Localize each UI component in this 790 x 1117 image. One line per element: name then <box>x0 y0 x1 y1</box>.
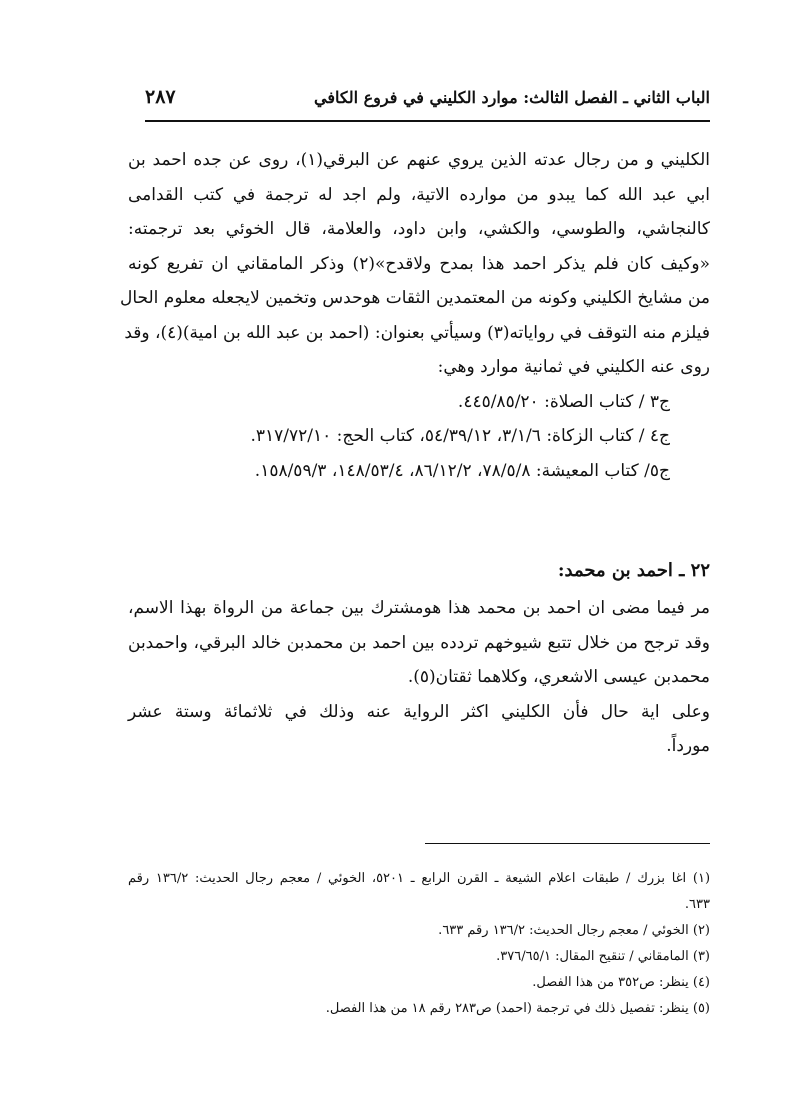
text-line: روى عنه الكليني في ثمانية موارد وهي: <box>437 357 710 377</box>
text-line: «وكيف كان فلم يذكر احمد هذا بمدح ولاقدح»(٢) وذكر المامقاني ان تفريع كونه <box>128 253 710 274</box>
header-title: الباب الثاني ـ الفصل الثالث: موارد الكليني في فروع الكافي <box>314 88 710 107</box>
text-line: مر فيما مضى ان احمد بن محمد هذا هومشترك بين جماعة من الرواة بهذا الاسم، <box>128 598 710 618</box>
section-title: ٢٢ ـ احمد بن محمد: <box>557 560 710 581</box>
text-line: محمدبن عيسى الاشعري، وكلاهما ثقتان(٥). <box>407 667 710 687</box>
footnotes <box>128 866 710 1022</box>
entry-section <box>128 551 710 764</box>
footnote: (٤) ينظر: ص٣٥٢ من هذا الفصل. <box>532 975 710 990</box>
text-line: من مشايخ الكليني وكونه من المعتمدين الثقات هوحدس وتخمين لايجعله معلوم الحال <box>119 288 710 308</box>
footnote: (٥) ينظر: تفصيل ذلك في ترجمة (احمد) ص٢٨٣ رقم ١٨ من هذا الفصل. <box>325 1001 710 1016</box>
text-line: ابي عبد الله كما يبدو من موارده الاتية، ولم اجد له ترجمة في كتب القدامى <box>128 184 710 205</box>
footnote: (١) اغا بزرك / طبقات اعلام الشيعة ـ القرن الرابع ـ ٥٢٠١، الخوئي / معجم رجال الحديث: ١٣٦/٢ رقم <box>128 871 711 886</box>
text-line: وقد ترجح من خلال تتبع شيوخهم تردده بين احمد بن محمدبن خالد البرقي، واحمدبن <box>128 632 710 653</box>
source-entry: ج٤ / كتاب الزكاة: ٣/١/٦، ٥٤/٣٩/١٢، كتاب الحج: ٣١٧/٧٢/١٠. <box>250 426 670 446</box>
footnote: (٣) المامقاني / تنقيح المقال: ٣٧٦/٦٥/١. <box>496 949 710 964</box>
source-entry: ج٣ / كتاب الصلاة: ٤٤٥/٨٥/٢٠. <box>457 391 670 412</box>
footnote-continuation: ٦٣٣. <box>684 897 710 912</box>
text-line: فيلزم منه التوقف في رواياته(٣) وسيأتي بعنوان: (احمد بن عبد الله بن امية)(٤)، وقد <box>124 322 710 343</box>
header-divider <box>145 120 710 122</box>
source-entry: ج٥/ كتاب المعيشة: ٧٨/٥/٨، ٨٦/١٢/٢، ١٤٨/٥٣/٤، ١٥٨/٥٩/٣. <box>254 460 670 481</box>
footnote-divider <box>425 843 710 844</box>
text-line: وعلى اية حال فأن الكليني اكثر الرواية عنه وذلك في ثلاثمائة وستة عشر <box>128 701 710 722</box>
running-header <box>145 84 710 114</box>
main-text <box>119 143 710 488</box>
text-line: مورداً. <box>666 736 710 756</box>
page-number: ٢٨٧ <box>145 86 176 108</box>
text-line: كالنجاشي، والطوسي، والكشي، وابن داود، والعلامة، قال الخوئي بعد ترجمته: <box>128 219 710 239</box>
text-line: الكليني و من رجال عدته الذين يروي عنهم عن البرقي(١)، روى عن جده احمد بن <box>128 150 710 170</box>
footnote: (٢) الخوئي / معجم رجال الحديث: ١٣٦/٢ رقم ٦٣٣. <box>438 923 710 938</box>
